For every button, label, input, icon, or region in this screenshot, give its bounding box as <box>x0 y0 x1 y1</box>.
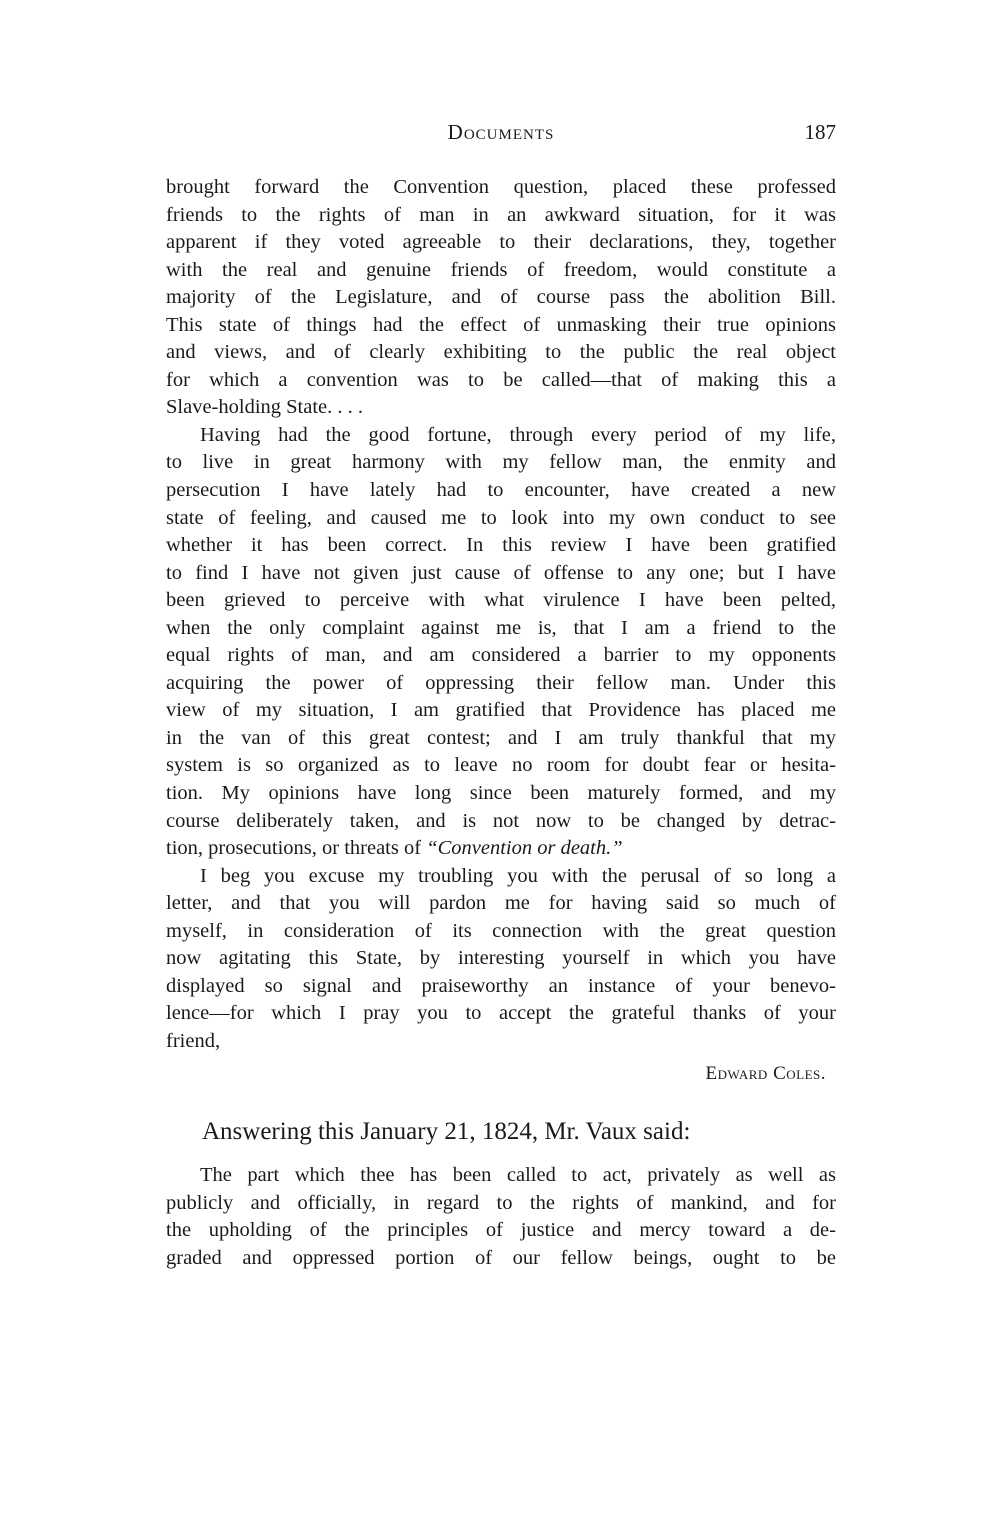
text-line: and views, and of clearly exhibiting to the public the real object <box>166 341 836 364</box>
text-line: whether it has been correct. In this review I have been gratified <box>166 534 836 557</box>
text-line: persecution I have lately had to encounter, have created a new <box>166 479 836 502</box>
text-line: tion. My opinions have long since been maturely formed, and my <box>166 782 836 805</box>
text-line: system is so organized as to leave no room for doubt fear or hesita- <box>166 754 836 777</box>
text-line: acquiring the power of oppressing their fellow man. Under this <box>166 671 836 694</box>
text-line: in the van of this great contest; and I am truly thankful that my <box>166 726 836 749</box>
letter-body <box>166 174 836 1092</box>
text-line: friend, <box>166 1029 221 1052</box>
page-header <box>166 120 836 150</box>
answer-body <box>166 1162 836 1272</box>
quoted-phrase: “Convention or death.” <box>426 837 623 860</box>
text-line: myself, in consideration of its connection with the great question <box>166 919 836 942</box>
text-line: now agitating this State, by interesting yourself in which you have <box>166 947 836 970</box>
paragraph-2 <box>166 422 836 863</box>
text-line: apparent if they voted agreeable to their declarations, they, together <box>166 231 836 254</box>
section-heading: Answering this January 21, 1824, Mr. Vaux said: <box>202 1118 691 1145</box>
text-line: to live in great harmony with my fellow man, the enmity and <box>166 451 836 474</box>
text-line: brought forward the Convention question, placed these professed <box>166 176 836 198</box>
running-head: Documents <box>447 120 555 144</box>
text-line: letter, and that you will pardon me for having said so much of <box>166 892 836 915</box>
text-segment: tion, prosecutions, or threats of <box>166 837 427 860</box>
text-line: state of feeling, and caused me to look into my own conduct to see <box>166 506 836 529</box>
text-line: been grieved to perceive with what virulence I have been pelted, <box>166 589 836 612</box>
text-line: when the only complaint against me is, that I am a friend to the <box>166 616 836 639</box>
page-number: 187 <box>804 120 836 144</box>
signature: Edward Coles. <box>705 1062 826 1084</box>
text-line: The part which thee has been called to act, privately as well as <box>200 1164 836 1186</box>
text-line: friends to the rights of man in an awkward situation, for it was <box>166 203 836 226</box>
text-line: to find I have not given just cause of offense to any one; but I have <box>166 561 836 584</box>
text-line: equal rights of man, and am considered a barrier to my opponents <box>166 644 836 667</box>
paragraph-1 <box>166 174 836 422</box>
text-line: the upholding of the principles of justice and mercy toward a de- <box>166 1219 836 1242</box>
text-line: graded and oppressed portion of our fellow beings, ought to be <box>166 1246 836 1269</box>
text-line: publicly and officially, in regard to the rights of mankind, and for <box>166 1191 836 1214</box>
text-line: for which a convention was to be called—that of making this a <box>166 368 836 391</box>
text-line: view of my situation, I am gratified that Providence has placed me <box>166 699 836 722</box>
paragraph-3 <box>166 863 836 1056</box>
text-line: lence—for which I pray you to accept the grateful thanks of your <box>166 1002 836 1025</box>
text-line: displayed so signal and praiseworthy an instance of your benevo- <box>166 974 836 997</box>
text-line: majority of the Legislature, and of course pass the abolition Bill. <box>166 286 836 309</box>
text-line: with the real and genuine friends of freedom, would constitute a <box>166 258 836 281</box>
text-line: I beg you excuse my troubling you with the perusal of so long a <box>200 864 836 887</box>
text-line: Having had the good fortune, through every period of my life, <box>200 423 836 446</box>
text-line: This state of things had the effect of unmasking their true opinions <box>166 313 836 336</box>
text-line <box>166 835 836 863</box>
text-line: course deliberately taken, and is not now to be changed by detrac- <box>166 809 836 832</box>
text-line: Slave-holding State. . . . <box>166 396 364 419</box>
